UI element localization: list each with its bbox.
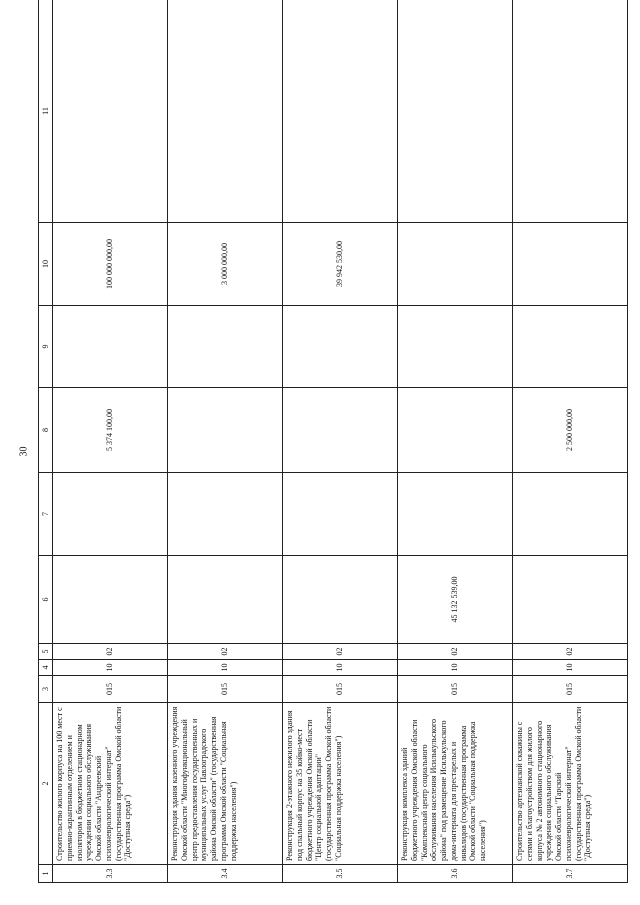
cell-col-11 — [513, 0, 628, 223]
header-col-4: 4 — [39, 660, 53, 676]
cell-col-5: 02 — [168, 644, 283, 660]
cell-col-11 — [283, 0, 398, 223]
page-number: 30 — [18, 446, 30, 457]
cell-col-9 — [168, 306, 283, 388]
header-col-8: 8 — [39, 388, 53, 473]
cell-col-9 — [283, 306, 398, 388]
cell-col-5: 02 — [398, 644, 513, 660]
row-number: 3.4 — [168, 865, 283, 883]
cell-col-6 — [168, 556, 283, 644]
cell-col-8 — [398, 388, 513, 473]
table-row — [283, 0, 398, 883]
header-col-3: 3 — [39, 676, 53, 703]
cell-col-9 — [513, 306, 628, 388]
budget-table — [38, 0, 628, 883]
cell-col-10: 100 000 000,00 — [53, 223, 168, 306]
row-name: Реконструкция комплекса зданий бюджетного учреждения Омской области "Комплексный центр социального обслуживания населения Исилькульского района" под размещение Исилькульского дома-интерната для престарелых и инвалидов (государственная программа Омской области "Социальная поддержка населения") — [398, 703, 513, 865]
cell-col-4: 10 — [283, 660, 398, 676]
cell-col-8: 2 500 000,00 — [513, 388, 628, 473]
cell-col-5: 02 — [513, 644, 628, 660]
header-col-2: 2 — [39, 703, 53, 865]
header-col-9: 9 — [39, 306, 53, 388]
cell-col-5: 02 — [53, 644, 168, 660]
cell-col-9 — [398, 306, 513, 388]
cell-col-4: 10 — [398, 660, 513, 676]
table-row — [398, 0, 513, 883]
cell-col-10 — [513, 223, 628, 306]
header-row — [39, 0, 53, 883]
rotated-table-area — [38, 20, 603, 883]
row-number: 3.5 — [283, 865, 398, 883]
row-name: Строительство жилого корпуса на 100 мест с приемно-карантинным отделением и изолятором в бюджетном стационарном учреждении социального обслуживания Омской области "Андреевский психоневрологический интернат" (государственная программа Омской области "Доступная среда") — [53, 703, 168, 865]
cell-col-7 — [398, 473, 513, 556]
header-col-6: 6 — [39, 556, 53, 644]
cell-col-11 — [168, 0, 283, 223]
cell-col-9 — [53, 306, 168, 388]
row-number: 3.6 — [398, 865, 513, 883]
cell-col-11 — [53, 0, 168, 223]
cell-col-4: 10 — [513, 660, 628, 676]
row-name: Строительство артезианской скважины с сетями и благоустройством для жилого корпуса № 2 автономного стационарного учреждения социального обслуживания Омской области "Тарский психоневрологический интернат" (государственная программа Омской области "Доступная среда") — [513, 703, 628, 865]
table-row — [168, 0, 283, 883]
header-col-7: 7 — [39, 473, 53, 556]
header-col-1: 1 — [39, 865, 53, 883]
row-name: Реконструкция 2-этажного нежилого здания под спальный корпус на 35 койко-мест бюджетного учреждения Омской области "Центр социальной адаптации" (государственная программа Омской области "Социальная поддержка населения") — [283, 703, 398, 865]
cell-col-3: 015 — [53, 676, 168, 703]
cell-col-3: 015 — [398, 676, 513, 703]
cell-col-7 — [283, 473, 398, 556]
cell-col-6 — [283, 556, 398, 644]
table-rotation-wrapper — [38, 20, 603, 883]
cell-col-11 — [398, 0, 513, 223]
cell-col-8: 5 374 100,00 — [53, 388, 168, 473]
row-name: Реконструкция здания казенного учреждения Омской области "Многофункциональный центр предоставления государственных и муниципальных услуг Павлоградского района Омской области" (государственная программа Омской области "Социальная поддержка населения") — [168, 703, 283, 865]
table-row — [513, 0, 628, 883]
cell-col-7 — [53, 473, 168, 556]
cell-col-4: 10 — [168, 660, 283, 676]
header-col-10: 10 — [39, 223, 53, 306]
cell-col-3: 015 — [283, 676, 398, 703]
cell-col-8 — [168, 388, 283, 473]
row-number: 3.7 — [513, 865, 628, 883]
row-number: 3.3 — [53, 865, 168, 883]
cell-col-6 — [53, 556, 168, 644]
cell-col-6: 45 132 539,00 — [398, 556, 513, 644]
cell-col-3: 015 — [168, 676, 283, 703]
cell-col-10: 3 000 000,00 — [168, 223, 283, 306]
cell-col-10: 39 942 530,00 — [283, 223, 398, 306]
cell-col-7 — [168, 473, 283, 556]
header-col-5: 5 — [39, 644, 53, 660]
table-row — [53, 0, 168, 883]
cell-col-7 — [513, 473, 628, 556]
cell-col-5: 02 — [283, 644, 398, 660]
cell-col-8 — [283, 388, 398, 473]
header-col-11: 11 — [39, 0, 53, 223]
cell-col-10 — [398, 223, 513, 306]
cell-col-3: 015 — [513, 676, 628, 703]
cell-col-6 — [513, 556, 628, 644]
cell-col-4: 10 — [53, 660, 168, 676]
